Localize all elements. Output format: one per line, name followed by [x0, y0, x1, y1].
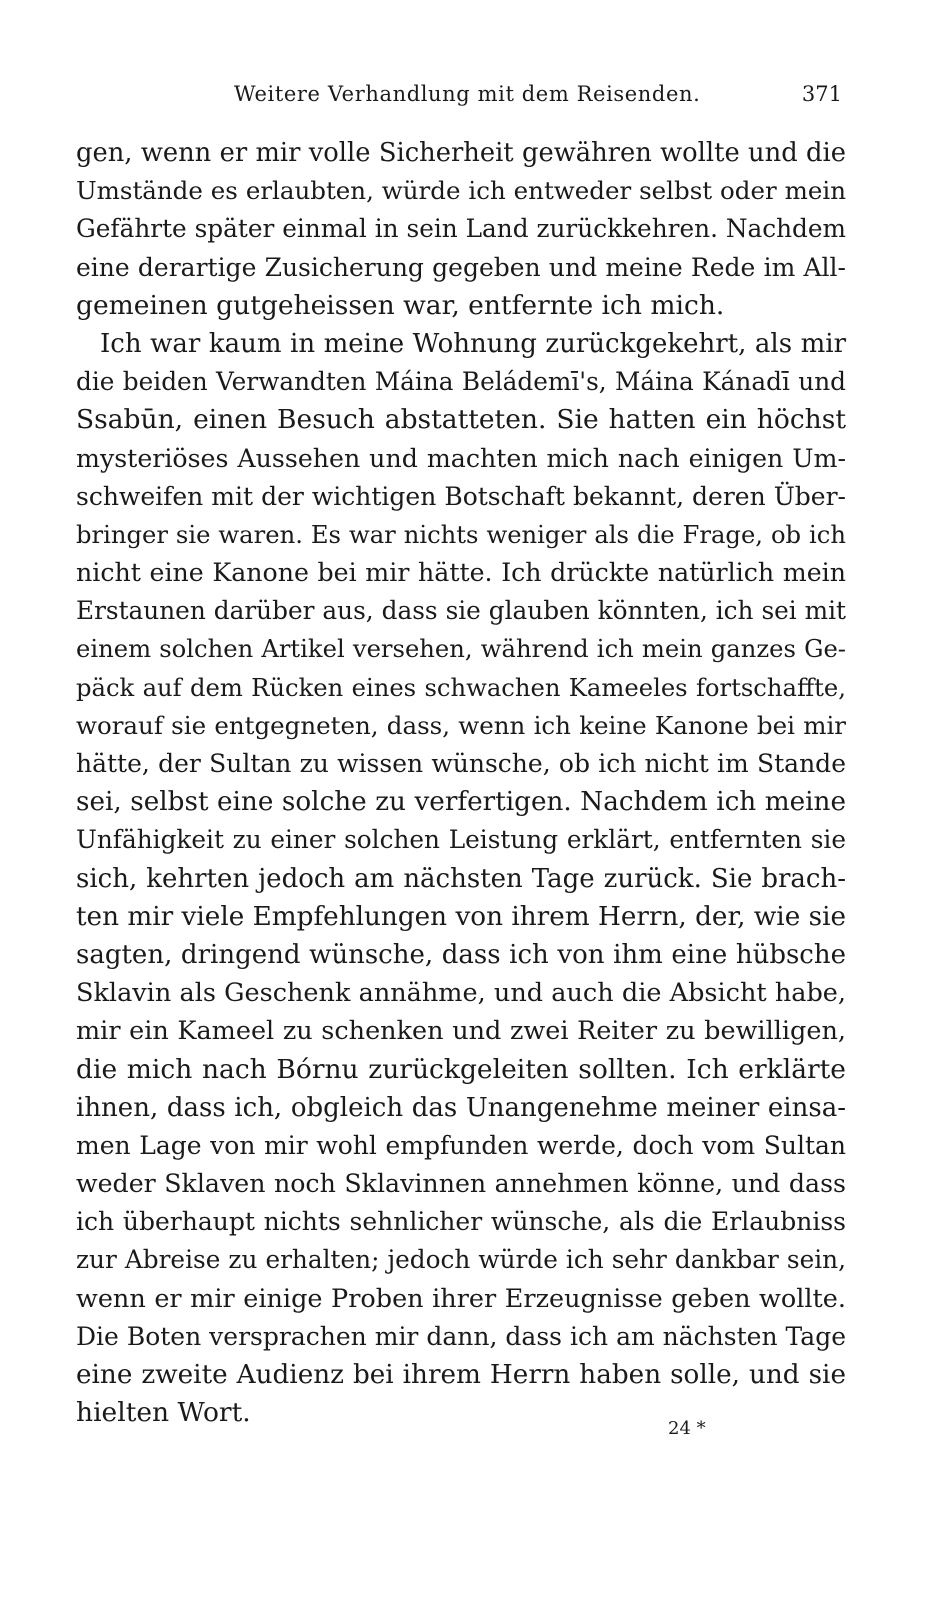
text-line: sei, selbst eine solche zu verfertigen. Nachdem ich meine — [76, 787, 846, 818]
text-line: päck auf dem Rücken eines schwachen Kameeles fortschaffte, — [76, 672, 846, 702]
text-line: Umstände es erlaubten, würde ich entweder selbst oder mein — [76, 176, 846, 206]
running-head: Weitere Verhandlung mit dem Reisenden. — [234, 82, 701, 106]
signature-mark: 24 * — [668, 1418, 706, 1439]
text-line: wenn er mir einige Proben ihrer Erzeugnisse geben wollte. — [76, 1283, 846, 1314]
text-line: Ich war kaum in meine Wohnung zurückgekehrt, als mir — [100, 328, 846, 359]
text-line: zur Abreise zu erhalten; jedoch würde ich sehr dankbar sein, — [76, 1245, 846, 1275]
text-line: Ssabūn, einen Besuch abstatteten. Sie hatten ein höchst — [76, 404, 846, 436]
text-line: Unfähigkeit zu einer solchen Leistung erklärt, entfernten sie — [76, 825, 846, 855]
text-line: nicht eine Kanone bei mir hätte. Ich drückte natürlich mein — [76, 558, 846, 588]
text-line: ten mir viele Empfehlungen von ihrem Herrn, der, wie sie — [76, 901, 846, 932]
text-line: die mich nach Bórnu zurückgeleiten sollten. Ich erklärte — [76, 1053, 846, 1085]
page-header — [76, 82, 842, 114]
text-line: sagten, dringend wünsche, dass ich von ihm eine hübsche — [76, 939, 846, 970]
text-line: ich überhaupt nichts sehnlicher wünsche, als die Erlaubniss — [76, 1207, 846, 1237]
text-line: gen, wenn er mir volle Sicherheit gewähren wollte und die — [76, 138, 846, 168]
text-line: weder Sklaven noch Sklavinnen annehmen könne, und dass — [76, 1169, 846, 1199]
text-line: hielten Wort. — [76, 1397, 251, 1429]
text-line: Erstaunen darüber aus, dass sie glauben könnten, ich sei mit — [76, 596, 846, 626]
text-line: sich, kehrten jedoch am nächsten Tage zurück. Sie brach- — [76, 863, 846, 894]
text-line: mysteriöses Aussehen und machten mich nach einigen Um- — [76, 443, 846, 473]
text-line: worauf sie entgegneten, dass, wenn ich keine Kanone bei mir — [76, 710, 846, 740]
text-line: schweifen mit der wichtigen Botschaft bekannt, deren Über- — [76, 481, 846, 511]
text-line: hätte, der Sultan zu wissen wünsche, ob ich nicht im Stande — [76, 749, 846, 778]
text-line: Sklavin als Geschenk annähme, und auch die Absicht habe, — [76, 978, 846, 1009]
body-text — [76, 134, 846, 1432]
text-line: mir ein Kameel zu schenken und zwei Reiter zu bewilligen, — [76, 1016, 846, 1047]
text-line: men Lage von mir wohl empfunden werde, doch vom Sultan — [76, 1130, 846, 1160]
text-line: Die Boten versprachen mir dann, dass ich am nächsten Tage — [76, 1321, 846, 1351]
text-line: bringer sie waren. Es war nichts weniger als die Frage, ob ich — [76, 519, 846, 549]
text-line: die beiden Verwandten Máina Beládemī's, Máina Kánadī und — [76, 367, 846, 397]
text-line: eine zweite Audienz bei ihrem Herrn haben solle, und sie — [76, 1360, 846, 1390]
page-number: 371 — [801, 82, 842, 106]
text-line: Gefährte später einmal in sein Land zurückkehren. Nachdem — [76, 214, 846, 244]
text-line: gemeinen gutgeheissen war, entfernte ich mich. — [76, 289, 725, 321]
text-line: einem solchen Artikel versehen, während ich mein ganzes Ge- — [76, 634, 846, 664]
text-line: ihnen, dass ich, obgleich das Unangenehme meiner einsa- — [76, 1092, 846, 1123]
text-line: eine derartige Zusicherung gegeben und meine Rede im All- — [76, 252, 846, 282]
